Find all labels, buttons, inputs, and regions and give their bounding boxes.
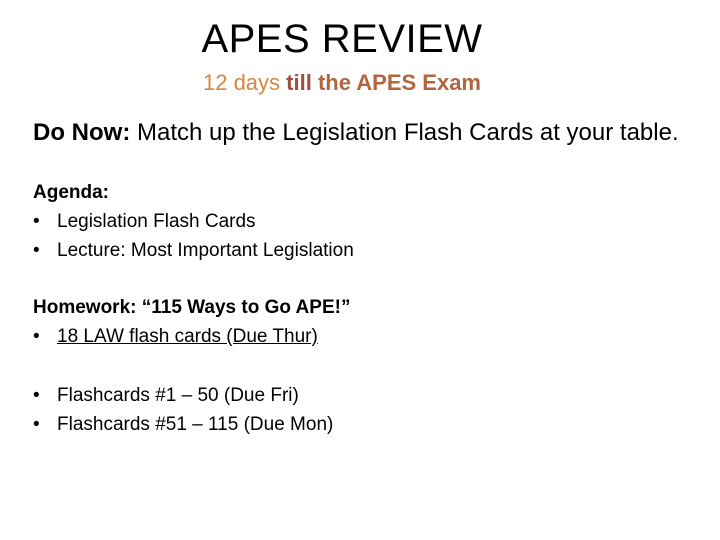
agenda-list <box>33 207 693 265</box>
homework-heading <box>33 293 693 322</box>
subtitle-till: till <box>286 70 312 95</box>
homework-list-flashcards <box>33 381 693 439</box>
homework-item <box>33 381 693 410</box>
bullet-icon: • <box>33 326 40 347</box>
do-now-text: Match up the Legislation Flash Cards at your table. <box>130 119 679 146</box>
do-now-label: Do Now: <box>33 119 131 146</box>
days-remaining: 12 days <box>202 70 281 95</box>
agenda-item <box>33 207 693 236</box>
agenda-label: Agenda: <box>33 182 109 203</box>
bullet-icon: • <box>33 240 40 261</box>
agenda-item-text: Lecture: Most Important Legislation <box>57 240 354 261</box>
agenda-item <box>33 236 693 265</box>
spacer <box>33 351 693 381</box>
subtitle-exam: the APES Exam <box>317 70 481 95</box>
slide-title: APES REVIEW <box>201 17 483 61</box>
homework-title: “115 Ways to Go APE!” <box>136 297 351 318</box>
homework-item-text: 18 LAW flash cards (Due Thur) <box>57 326 318 347</box>
homework-item <box>33 410 693 439</box>
homework-item-text: Flashcards #51 – 115 (Due Mon) <box>57 414 334 435</box>
bullet-icon: • <box>33 414 40 435</box>
homework-section <box>33 293 693 439</box>
bullet-icon: • <box>33 211 40 232</box>
agenda-item-text: Legislation Flash Cards <box>57 211 256 232</box>
homework-list <box>33 322 693 351</box>
bullet-icon: • <box>33 385 40 406</box>
slide-subtitle <box>0 68 684 98</box>
homework-item <box>33 322 693 351</box>
agenda-section <box>33 178 693 265</box>
homework-label: Homework: <box>33 297 137 318</box>
homework-item-text: Flashcards #1 – 50 (Due Fri) <box>57 385 299 406</box>
do-now <box>33 116 693 150</box>
slide-body <box>33 116 693 439</box>
